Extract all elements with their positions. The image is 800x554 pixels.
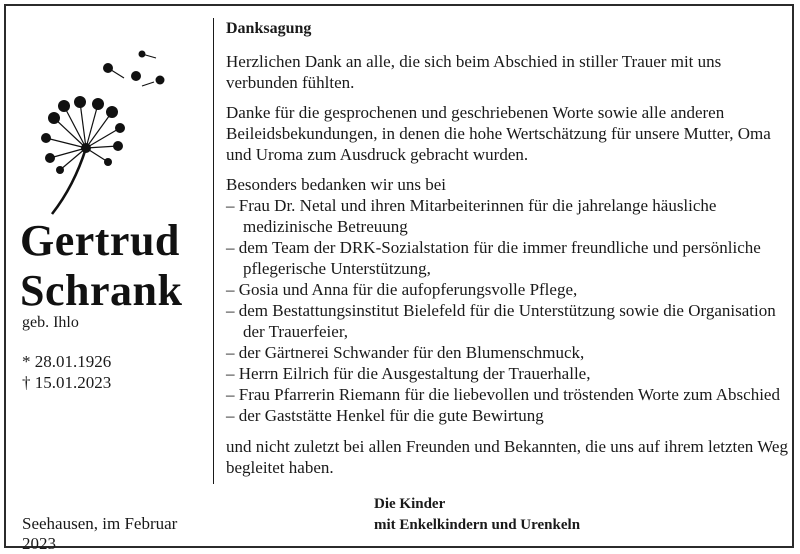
birth-date: * 28.01.1926 (22, 352, 112, 371)
first-name: Gertrud (20, 216, 180, 265)
dandelion-icon (24, 46, 174, 216)
list-item: – Frau Dr. Netal und ihren Mitarbeiterinnen für die jahrelange häusliche medizinische Betreuung (226, 196, 717, 236)
paragraph-words: Danke für die gesprochenen und geschriebenen Worte sowie alle anderen Beileidsbekundungen, in denen die hohe Wertschätzung für unsere Mutter, Oma und Uroma zum Ausdruck gebracht wurden. (226, 103, 771, 164)
thanks-list (226, 195, 792, 426)
list-item: – Frau Pfarrerin Riemann für die liebevollen und tröstenden Worte zum Abschied (226, 385, 780, 404)
signature (374, 494, 580, 536)
last-name: Schrank (20, 266, 183, 315)
left-column (6, 6, 211, 553)
heading: Danksagung (226, 20, 312, 37)
paragraph-thanks: Herzlichen Dank an alle, die sich beim Abschied in stiller Trauer mit uns verbunden fühlten. (226, 52, 722, 92)
list-item: – Herrn Eilrich für die Ausgestaltung der Trauerhalle, (226, 364, 591, 383)
signature-line-1: Die Kinder (374, 496, 446, 512)
life-dates (22, 351, 111, 393)
signature-line-2: mit Enkelkindern und Urenkeln (374, 517, 581, 533)
place-date: Seehausen, im Februar 2023 (22, 514, 178, 553)
obituary-card (4, 4, 794, 553)
maiden-name: geb. Ihlo (22, 314, 79, 331)
closing-paragraph: und nicht zuletzt bei allen Freunden und Bekannten, die uns auf ihrem letzten Weg begleitet haben. (226, 437, 788, 477)
death-date: † 15.01.2023 (22, 373, 112, 392)
list-item: – Gosia und Anna für die aufopferungsvolle Pflege, (226, 280, 578, 299)
list-item: – der Gärtnerei Schwander für den Blumenschmuck, (226, 343, 585, 362)
list-item: – dem Bestattungsinstitut Bielefeld für die Unterstützung sowie die Organisation der Trauerfeier, (226, 301, 776, 341)
list-intro: Besonders bedanken wir uns bei (226, 175, 447, 194)
thanks-text (226, 20, 792, 487)
list-item: – dem Team der DRK-Sozialstation für die immer freundliche und persönliche pflegerische Unterstützung, (226, 238, 761, 278)
list-item: – der Gaststätte Henkel für die gute Bewirtung (226, 406, 544, 425)
column-divider (213, 18, 214, 484)
